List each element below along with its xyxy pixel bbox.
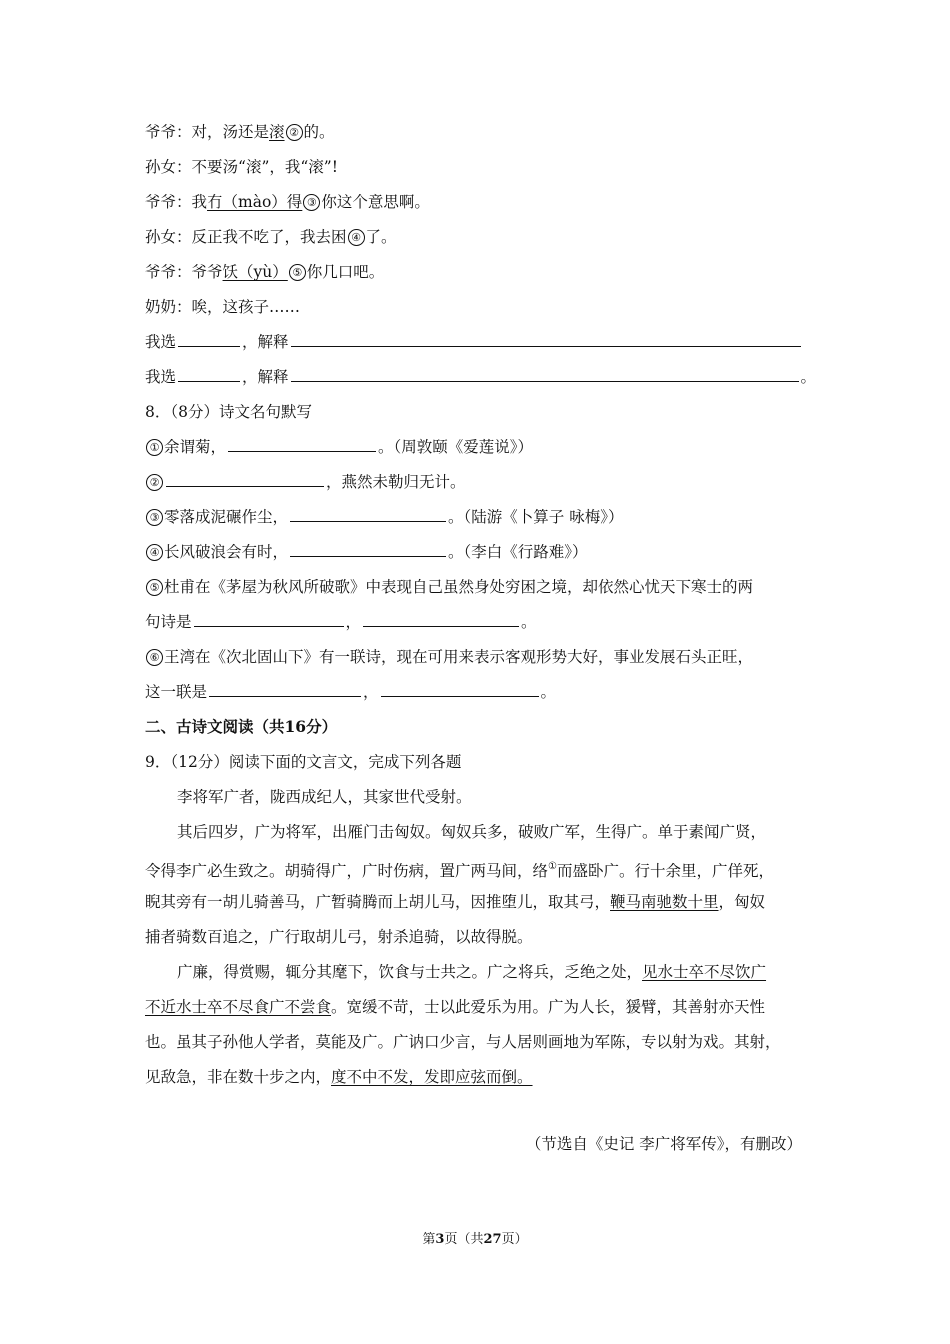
answer-blank[interactable] [228, 437, 376, 452]
q8-item-6-line1: ⑥ 王湾在《次北固山下》有一联诗，现在可用来表示客观形势大好，事业发展石头正旺， [145, 647, 753, 667]
total-pages: 27 [483, 1232, 502, 1247]
answer-blank[interactable] [291, 332, 801, 347]
dialogue-line-3: 爷爷：我冇（mào）得 ③ 你这个意思啊。 [145, 193, 430, 211]
dialogue-line-1: 爷爷：对，汤还是滚 ② 的。 [145, 123, 335, 141]
passage-p3-line4: 见敌急，非在数十步之内，度不中不发，发即应弦而倒。 [145, 1068, 533, 1086]
passage-p3-line1: 广廉，得赏赐，辄分其麾下，饮食与士共之。广之将兵，乏绝之处，见水士卒不尽饮广 [177, 963, 767, 981]
q8-item-5-line2: 句诗是 ， 。 [145, 613, 537, 631]
circled-number: ④ [348, 229, 365, 246]
dialogue-line-4: 孙女：反正我不吃了，我去困 ④ 了。 [145, 228, 397, 246]
passage-p2-line2: 令得李广必生致之。胡骑得广，广时伤病，置广两马间，络①而盛卧广。行十余里，广佯死， [145, 861, 774, 880]
circled-number: ⑤ [146, 579, 163, 596]
q8-item-4: ④ 长风破浪会有时， 。（李白《行路难》） [145, 542, 588, 562]
passage-p3-line3: 也。虽其子孙他人学者，莫能及广。广讷口少言，与人居则画地为军陈，专以射为戏。其射， [145, 1033, 781, 1051]
passage-p2-line1: 其后四岁，广为将军，出雁门击匈奴。匈奴兵多，破败广军，生得广。单于素闻广贤， [177, 823, 767, 841]
answer-blank[interactable] [178, 367, 240, 382]
footnote-marker: ① [548, 861, 557, 872]
question-8-title: 8．（8分）诗文名句默写 [145, 403, 312, 421]
q8-item-2: ② ，燕然未勒归无计。 [145, 472, 466, 492]
circled-number: ③ [303, 194, 320, 211]
page-footer: 第3页（共27页） [422, 1232, 528, 1247]
section-2-title: 二、古诗文阅读（共16分） [145, 717, 338, 736]
circled-number: ① [146, 439, 163, 456]
circled-number: ② [146, 474, 163, 491]
passage-source: （节选自《史记 李广将军传》，有删改） [525, 1135, 802, 1153]
answer-blank[interactable] [166, 472, 324, 487]
answer-blank[interactable] [290, 542, 446, 557]
q8-item-1: ① 余谓菊， 。（周敦颐《爱莲说》） [145, 437, 533, 457]
q8-item-5-line1: ⑤ 杜甫在《茅屋为秋风所破歌》中表现自己虽然身处穷困之境，却依然心忧天下寒士的两 [145, 577, 753, 597]
question-9-title: 9．（12分）阅读下面的文言文，完成下列各题 [145, 753, 462, 771]
q8-item-6-line2: 这一联是 ， 。 [145, 683, 557, 701]
answer-blank[interactable] [194, 612, 344, 627]
circled-number: ② [286, 124, 303, 141]
dialogue-line-5: 爷爷：爷爷饫（yù） ⑤ 你几口吧。 [145, 263, 385, 281]
answer-blank[interactable] [209, 682, 361, 697]
answer-blank[interactable] [363, 612, 519, 627]
circled-number: ③ [146, 509, 163, 526]
answer-blank[interactable] [290, 507, 446, 522]
dialogue-line-2: 孙女：不要汤“滚”，我“滚”! [145, 158, 338, 176]
circled-number: ⑥ [146, 649, 163, 666]
dialogue-line-6: 奶奶：唉，这孩子…… [145, 298, 301, 316]
circled-number: ④ [146, 544, 163, 561]
choice-line-1: 我选 ，解释 [145, 332, 803, 352]
passage-p2-line4: 捕者骑数百追之，广行取胡儿弓，射杀追骑，以故得脱。 [145, 928, 533, 946]
page-number: 3 [435, 1232, 445, 1247]
answer-blank[interactable] [381, 682, 539, 697]
passage-p2-line3: 睨其旁有一胡儿骑善马，广暂骑腾而上胡儿马，因推堕儿，取其弓，鞭马南驰数十里，匈奴 [145, 893, 766, 911]
passage-paragraph-1: 李将军广者，陇西成纪人，其家世代受射。 [177, 788, 472, 806]
circled-number: ⑤ [289, 264, 306, 281]
choice-line-2: 我选 ，解释 。 [145, 368, 817, 386]
answer-blank[interactable] [291, 367, 799, 382]
passage-p3-line2: 不近水士卒不尽食广不尝食。宽缓不苛，士以此爱乐为用。广为人长，猨臂，其善射亦天性 [145, 998, 766, 1016]
answer-blank[interactable] [178, 332, 240, 347]
q8-item-3: ③ 零落成泥碾作尘， 。（陆游《卜算子 咏梅》） [145, 507, 623, 527]
